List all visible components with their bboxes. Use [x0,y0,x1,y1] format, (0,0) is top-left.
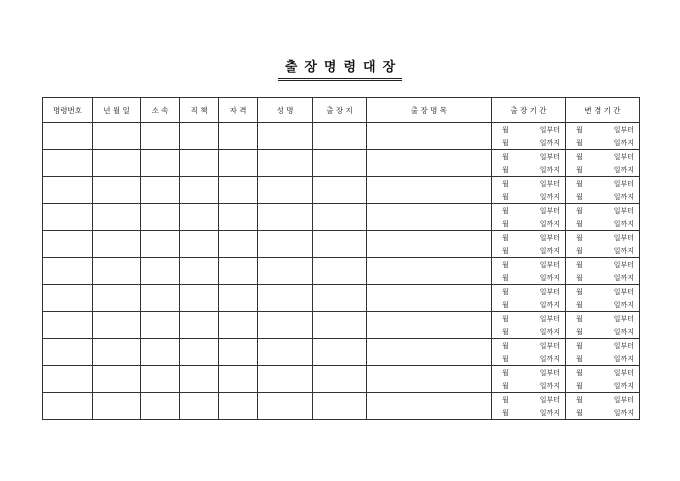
table-cell[interactable] [219,150,258,177]
period-to-line [566,192,639,202]
table-cell[interactable] [43,204,93,231]
col-name: 성 명 [258,98,313,123]
day-label: 일까지 [539,273,560,282]
ledger-title: 출장명령대장 [0,56,680,81]
table-cell[interactable] [141,312,180,339]
table-cell[interactable] [43,123,93,150]
table-cell[interactable] [141,123,180,150]
col-qualification: 자 격 [219,98,258,123]
period-to-line [492,192,565,202]
period-from-line [492,179,565,189]
month-label: 월 [576,314,583,323]
period-block [566,123,639,149]
table-cell[interactable] [367,177,492,204]
table-cell[interactable] [367,150,492,177]
day-label: 일까지 [539,408,560,417]
period-from-line [492,233,565,243]
table-row [43,312,640,339]
trip-period-cell[interactable] [492,123,566,150]
table-cell[interactable] [93,393,141,420]
day-label: 일부터 [613,341,634,350]
day-label: 일까지 [613,327,634,336]
period-from-line [492,125,565,135]
period-block [492,312,565,338]
table-cell[interactable] [219,366,258,393]
table-cell[interactable] [258,150,313,177]
trip-period-cell[interactable] [492,312,566,339]
day-label: 일까지 [539,381,560,390]
table-cell[interactable] [258,312,313,339]
period-from-line [566,314,639,324]
period-from-line [492,395,565,405]
table-cell[interactable] [219,231,258,258]
month-label: 월 [502,300,509,309]
table-cell[interactable] [367,393,492,420]
month-label: 월 [576,179,583,188]
month-label: 월 [576,300,583,309]
day-label: 일까지 [539,354,560,363]
col-position: 직 책 [180,98,219,123]
period-to-line [566,138,639,148]
day-label: 일까지 [539,138,560,147]
period-block [492,393,565,419]
table-cell[interactable] [219,285,258,312]
trip-period-cell[interactable] [492,339,566,366]
table-cell[interactable] [219,177,258,204]
period-to-line [492,354,565,364]
month-label: 월 [502,233,509,242]
table-cell[interactable] [93,231,141,258]
period-to-line [492,165,565,175]
period-to-line [566,246,639,256]
day-label: 일까지 [613,300,634,309]
month-label: 월 [576,341,583,350]
table-cell[interactable] [180,231,219,258]
table-cell[interactable] [141,285,180,312]
day-label: 일까지 [613,273,634,282]
period-block [566,339,639,365]
table-cell[interactable] [141,231,180,258]
table-cell[interactable] [313,285,367,312]
table-cell[interactable] [367,204,492,231]
period-from-line [492,287,565,297]
period-from-line [566,233,639,243]
table-cell[interactable] [258,204,313,231]
day-label: 일까지 [613,408,634,417]
day-label: 일까지 [539,300,560,309]
table-row [43,339,640,366]
table-cell[interactable] [313,204,367,231]
table-cell[interactable] [43,150,93,177]
month-label: 월 [502,273,509,282]
month-label: 월 [576,273,583,282]
period-to-line [492,300,565,310]
table-cell[interactable] [367,258,492,285]
period-to-line [566,165,639,175]
table-row [43,285,640,312]
day-label: 일부터 [613,395,634,404]
day-label: 일까지 [539,192,560,201]
trip-period-cell[interactable] [492,258,566,285]
day-label: 일까지 [613,165,634,174]
month-label: 월 [576,125,583,134]
month-label: 월 [502,125,509,134]
day-label: 일까지 [539,165,560,174]
period-from-line [492,341,565,351]
period-block [566,204,639,230]
table-cell[interactable] [219,393,258,420]
table-cell[interactable] [219,339,258,366]
table-cell[interactable] [43,366,93,393]
day-label: 일까지 [539,327,560,336]
period-from-line [492,368,565,378]
day-label: 일부터 [613,368,634,377]
day-label: 일부터 [613,233,634,242]
table-cell[interactable] [43,339,93,366]
period-from-line [492,314,565,324]
table-cell[interactable] [93,177,141,204]
table-row [43,393,640,420]
table-cell[interactable] [313,177,367,204]
month-label: 월 [502,368,509,377]
table-cell[interactable] [180,339,219,366]
day-label: 일부터 [613,260,634,269]
table-row [43,204,640,231]
table-cell[interactable] [141,339,180,366]
trip-period-cell[interactable] [492,393,566,420]
day-label: 일까지 [613,192,634,201]
table-cell[interactable] [313,312,367,339]
table-cell[interactable] [367,339,492,366]
day-label: 일부터 [613,287,634,296]
changed-period-cell[interactable] [566,312,640,339]
table-cell[interactable] [43,393,93,420]
col-order-number: 명령번호 [43,98,93,123]
day-label: 일부터 [539,314,560,323]
trip-period-cell[interactable] [492,231,566,258]
trip-period-cell[interactable] [492,285,566,312]
table-cell[interactable] [313,150,367,177]
month-label: 월 [576,233,583,242]
day-label: 일부터 [539,206,560,215]
month-label: 월 [576,192,583,201]
table-row [43,150,640,177]
period-block [492,177,565,203]
changed-period-cell[interactable] [566,339,640,366]
month-label: 월 [502,260,509,269]
table-cell[interactable] [141,150,180,177]
period-to-line [492,219,565,229]
table-cell[interactable] [367,312,492,339]
period-from-line [566,179,639,189]
table-cell[interactable] [313,339,367,366]
table-cell[interactable] [43,177,93,204]
month-label: 월 [576,327,583,336]
period-to-line [566,354,639,364]
month-label: 월 [502,381,509,390]
changed-period-cell[interactable] [566,204,640,231]
day-label: 일부터 [539,341,560,350]
table-cell[interactable] [258,231,313,258]
month-label: 월 [502,314,509,323]
table-cell[interactable] [313,231,367,258]
month-label: 월 [502,165,509,174]
period-to-line [566,300,639,310]
changed-period-cell[interactable] [566,123,640,150]
table-cell[interactable] [43,258,93,285]
table-cell[interactable] [313,366,367,393]
month-label: 월 [576,246,583,255]
month-label: 월 [502,287,509,296]
month-label: 월 [576,152,583,161]
month-label: 월 [502,179,509,188]
period-from-line [492,152,565,162]
period-block [566,393,639,419]
col-changed-period: 변 경 기 간 [566,98,640,123]
period-block [492,339,565,365]
day-label: 일까지 [613,381,634,390]
table-cell[interactable] [180,312,219,339]
changed-period-cell[interactable] [566,150,640,177]
trip-order-ledger-table [42,97,640,420]
period-block [492,366,565,392]
day-label: 일까지 [613,219,634,228]
table-cell[interactable] [141,204,180,231]
period-from-line [566,368,639,378]
table-cell[interactable] [367,366,492,393]
table-cell[interactable] [93,312,141,339]
day-label: 일부터 [539,179,560,188]
changed-period-cell[interactable] [566,285,640,312]
table-cell[interactable] [93,285,141,312]
table-cell[interactable] [93,123,141,150]
period-from-line [566,341,639,351]
changed-period-cell[interactable] [566,231,640,258]
period-from-line [566,395,639,405]
period-block [566,366,639,392]
period-to-line [492,408,565,418]
month-label: 월 [576,354,583,363]
day-label: 일부터 [539,233,560,242]
month-label: 월 [576,260,583,269]
table-cell[interactable] [141,177,180,204]
day-label: 일까지 [613,246,634,255]
table-cell[interactable] [219,258,258,285]
table-cell[interactable] [258,285,313,312]
trip-period-cell[interactable] [492,204,566,231]
table-cell[interactable] [180,393,219,420]
period-to-line [566,327,639,337]
month-label: 월 [502,192,509,201]
period-to-line [492,138,565,148]
month-label: 월 [502,246,509,255]
period-from-line [566,125,639,135]
period-from-line [566,287,639,297]
period-from-line [492,206,565,216]
table-cell[interactable] [180,150,219,177]
table-cell[interactable] [367,123,492,150]
day-label: 일부터 [539,287,560,296]
col-destination: 출 장 지 [313,98,367,123]
month-label: 월 [576,368,583,377]
period-to-line [566,273,639,283]
table-cell[interactable] [367,285,492,312]
day-label: 일부터 [613,179,634,188]
day-label: 일까지 [539,246,560,255]
month-label: 월 [576,138,583,147]
table-cell[interactable] [180,285,219,312]
table-row [43,123,640,150]
month-label: 월 [502,354,509,363]
period-to-line [566,408,639,418]
table-cell[interactable] [258,258,313,285]
period-from-line [566,260,639,270]
period-to-line [566,219,639,229]
period-block [566,177,639,203]
day-label: 일부터 [613,152,634,161]
period-to-line [492,246,565,256]
month-label: 월 [576,381,583,390]
month-label: 월 [576,395,583,404]
table-cell[interactable] [141,393,180,420]
table-row [43,366,640,393]
table-cell[interactable] [93,366,141,393]
month-label: 월 [502,219,509,228]
table-cell[interactable] [180,123,219,150]
table-cell[interactable] [219,204,258,231]
table-cell[interactable] [367,231,492,258]
changed-period-cell[interactable] [566,393,640,420]
period-block [566,285,639,311]
day-label: 일부터 [613,314,634,323]
day-label: 일부터 [613,125,634,134]
period-to-line [492,381,565,391]
period-block [566,312,639,338]
month-label: 월 [576,287,583,296]
period-block [492,231,565,257]
period-from-line [492,260,565,270]
table-cell[interactable] [313,393,367,420]
table-cell[interactable] [219,123,258,150]
month-label: 월 [502,327,509,336]
col-purpose: 출 장 명 목 [367,98,492,123]
table-cell[interactable] [141,258,180,285]
period-block [566,258,639,284]
month-label: 월 [576,408,583,417]
table-row [43,177,640,204]
period-block [492,204,565,230]
table-row [43,258,640,285]
table-cell[interactable] [180,366,219,393]
day-label: 일까지 [613,354,634,363]
col-department: 소 속 [141,98,180,123]
month-label: 월 [502,138,509,147]
period-to-line [492,327,565,337]
month-label: 월 [576,206,583,215]
table-cell[interactable] [141,366,180,393]
trip-period-cell[interactable] [492,150,566,177]
table-cell[interactable] [180,258,219,285]
table-cell[interactable] [93,150,141,177]
table-cell[interactable] [93,204,141,231]
changed-period-cell[interactable] [566,177,640,204]
table-cell[interactable] [258,123,313,150]
day-label: 일까지 [613,138,634,147]
month-label: 월 [576,219,583,228]
month-label: 월 [502,408,509,417]
col-trip-period: 출 장 기 간 [492,98,566,123]
day-label: 일부터 [613,206,634,215]
changed-period-cell[interactable] [566,258,640,285]
trip-period-cell[interactable] [492,366,566,393]
col-date: 년 월 일 [93,98,141,123]
month-label: 월 [502,395,509,404]
trip-period-cell[interactable] [492,177,566,204]
table-cell[interactable] [258,177,313,204]
table-cell[interactable] [258,393,313,420]
table-row [43,231,640,258]
header-row [43,98,640,123]
table-cell[interactable] [180,177,219,204]
period-to-line [566,381,639,391]
day-label: 일부터 [539,368,560,377]
table-cell[interactable] [219,312,258,339]
period-block [492,285,565,311]
period-block [566,150,639,176]
table-cell[interactable] [93,339,141,366]
day-label: 일부터 [539,152,560,161]
table-cell[interactable] [313,258,367,285]
period-block [492,258,565,284]
table-cell[interactable] [93,258,141,285]
changed-period-cell[interactable] [566,366,640,393]
period-block [492,150,565,176]
table-cell[interactable] [258,339,313,366]
table-cell[interactable] [313,123,367,150]
period-to-line [492,273,565,283]
table-cell[interactable] [258,366,313,393]
table-cell[interactable] [43,285,93,312]
table-cell[interactable] [43,231,93,258]
month-label: 월 [576,165,583,174]
day-label: 일부터 [539,125,560,134]
period-from-line [566,152,639,162]
month-label: 월 [502,206,509,215]
month-label: 월 [502,341,509,350]
day-label: 일까지 [539,219,560,228]
day-label: 일부터 [539,260,560,269]
period-block [566,231,639,257]
day-label: 일부터 [539,395,560,404]
table-cell[interactable] [180,204,219,231]
period-block [492,123,565,149]
month-label: 월 [502,152,509,161]
period-from-line [566,206,639,216]
table-cell[interactable] [43,312,93,339]
